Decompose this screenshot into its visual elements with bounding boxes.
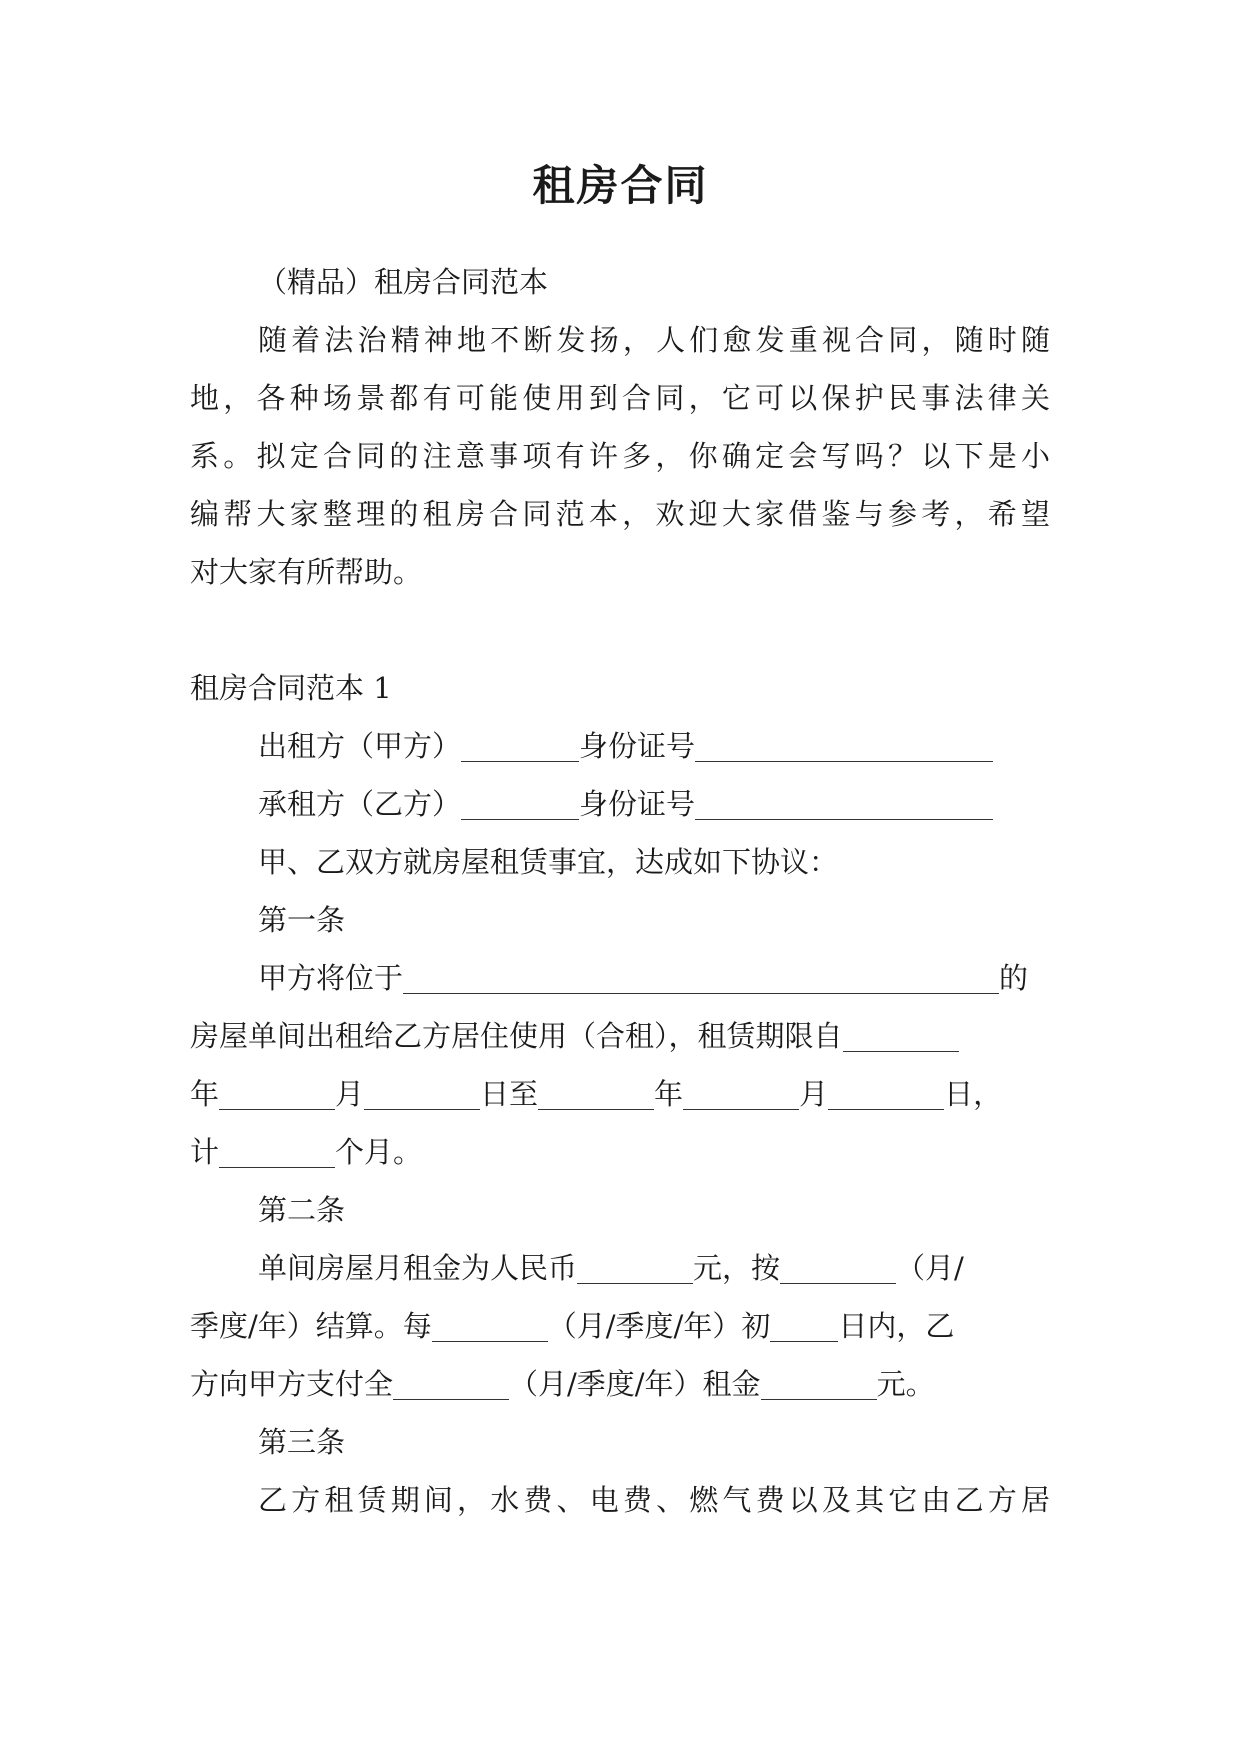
article-1-line-2 — [190, 1016, 959, 1056]
intro-line-1: 随着法治精神地不断发扬，人们愈发重视合同，随时随 — [258, 323, 1050, 357]
article-2-text: 方向甲方支付全 — [190, 1367, 394, 1401]
article-1-text: 年 — [190, 1077, 220, 1111]
months-blank[interactable] — [219, 1137, 335, 1168]
article-2-line-2 — [190, 1306, 954, 1346]
article-1-text: 个月。 — [335, 1135, 423, 1169]
start-year-blank[interactable] — [843, 1021, 959, 1052]
full-period-blank[interactable] — [393, 1369, 509, 1400]
article-2-heading: 第二条 — [258, 1193, 346, 1227]
article-1-text: 甲方将位于 — [258, 961, 404, 995]
article-1-text: 的 — [999, 961, 1029, 995]
article-1-text: 月 — [335, 1077, 365, 1111]
article-1-text: 日至 — [480, 1077, 539, 1111]
article-2-text: 季度/年）结算。每 — [190, 1309, 432, 1343]
intro-line-5: 对大家有所帮助。 — [190, 555, 423, 589]
lessor-id-blank[interactable] — [695, 731, 993, 762]
article-1-text: 日， — [944, 1077, 1003, 1111]
rent-amount-blank[interactable] — [577, 1253, 693, 1284]
agreement-intro: 甲、乙双方就房屋租赁事宜，达成如下协议： — [258, 845, 839, 879]
lessee-id-label: 身份证号 — [579, 787, 696, 821]
article-1-heading: 第一条 — [258, 903, 346, 937]
article-1-text: 月 — [799, 1077, 829, 1111]
intro-line-4: 编帮大家整理的租房合同范本，欢迎大家借鉴与参考，希望 — [190, 497, 1050, 531]
article-1-text: 年 — [654, 1077, 684, 1111]
lessor-label: 出租方（甲方） — [258, 729, 462, 763]
end-day-blank[interactable] — [828, 1079, 944, 1110]
section-title: 租房合同范本 1 — [190, 671, 392, 705]
start-month-blank[interactable] — [219, 1079, 335, 1110]
article-2-text: 单间房屋月租金为人民币 — [258, 1251, 578, 1285]
lessor-name-blank[interactable] — [461, 731, 579, 762]
article-1-text: 计 — [190, 1135, 220, 1169]
article-2-text: 元，按 — [693, 1251, 781, 1285]
intro-line-3: 系。拟定合同的注意事项有许多，你确定会写吗？以下是小 — [190, 439, 1050, 473]
article-1-line-4 — [190, 1132, 422, 1172]
article-3-heading: 第三条 — [258, 1425, 346, 1459]
start-day-blank[interactable] — [364, 1079, 480, 1110]
article-2-text: （月/ — [896, 1251, 964, 1285]
end-year-blank[interactable] — [538, 1079, 654, 1110]
address-blank[interactable] — [403, 963, 999, 994]
document-title: 租房合同 — [532, 161, 709, 210]
article-2-line-1 — [258, 1248, 964, 1288]
article-2-text: （月/季度/年）租金 — [509, 1367, 761, 1401]
article-1-line-1 — [258, 958, 1028, 998]
article-2-text: 日内，乙 — [838, 1309, 955, 1343]
payment-period-blank[interactable] — [432, 1311, 548, 1342]
article-1-text: 房屋单间出租给乙方居住使用（合租），租赁期限自 — [190, 1019, 843, 1053]
lessee-name-blank[interactable] — [461, 789, 579, 820]
article-2-line-3 — [190, 1364, 935, 1404]
lessor-line — [258, 726, 993, 766]
lessor-id-label: 身份证号 — [579, 729, 696, 763]
lessee-id-blank[interactable] — [695, 789, 993, 820]
article-1-line-3 — [190, 1074, 1002, 1114]
end-month-blank[interactable] — [683, 1079, 799, 1110]
lessee-label: 承租方（乙方） — [258, 787, 462, 821]
settlement-period-blank[interactable] — [780, 1253, 896, 1284]
article-3-line-1: 乙方租赁期间，水费、电费、燃气费以及其它由乙方居 — [258, 1483, 1050, 1517]
total-rent-blank[interactable] — [761, 1369, 877, 1400]
payment-days-blank[interactable] — [770, 1311, 838, 1342]
intro-line-2: 地，各种场景都有可能使用到合同，它可以保护民事法律关 — [190, 381, 1050, 415]
article-2-text: （月/季度/年）初 — [547, 1309, 771, 1343]
article-2-text: 元。 — [876, 1367, 935, 1401]
subtitle: （精品）租房合同范本 — [258, 265, 549, 299]
lessee-line — [258, 784, 993, 824]
